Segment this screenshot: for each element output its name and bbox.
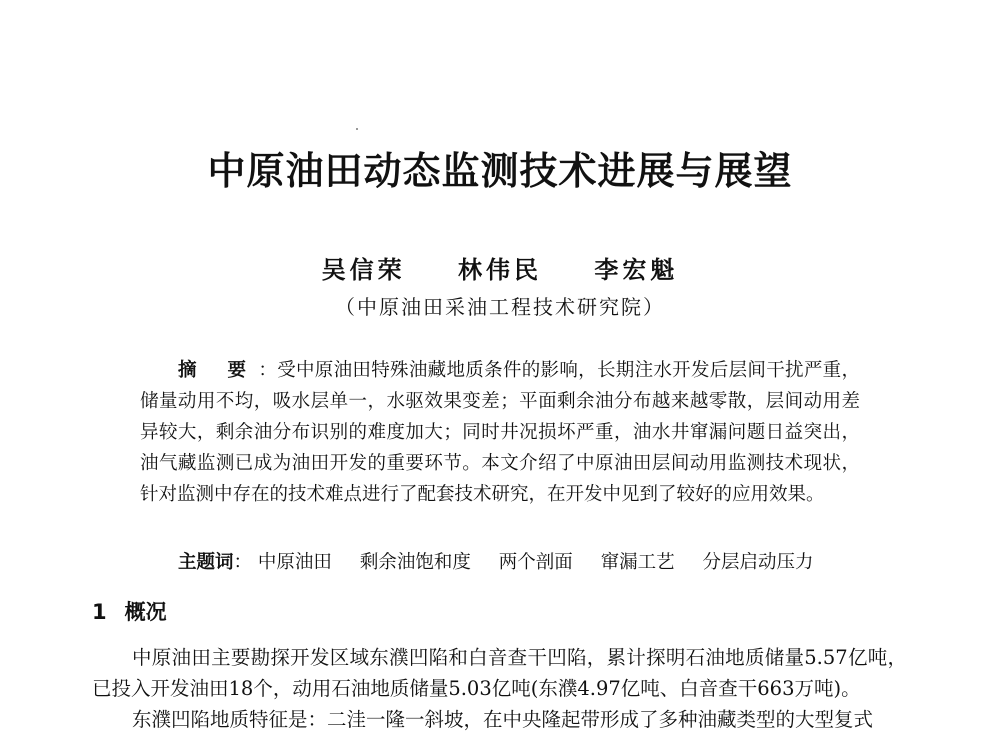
author-affiliation: （中原油田采油工程技术研究院） (335, 295, 665, 319)
author-list (0, 250, 1000, 285)
abstract-label: 摘 要 (178, 360, 259, 381)
keyword: 两个剖面 (498, 552, 573, 573)
section-body (92, 642, 907, 735)
keyword: 窜漏工艺 (600, 552, 675, 573)
keyword: 分层启动压力 (702, 552, 814, 573)
keywords-label: 主题词 (178, 552, 234, 573)
keywords-separator: ： (233, 552, 253, 573)
scan-speck (356, 128, 358, 130)
keywords (178, 548, 836, 574)
author-name: 李宏魁 (594, 255, 679, 284)
abstract-text: 受中原油田特殊油藏地质条件的影响，长期注水开发后层间干扰严重，储量动用不均，吸水层单一，水驱效果变差；平面剩余油分布越来越零散，层间动用差异较大，剩余油分布识别的难度加大；同时井况损坏严重，油水井窜漏问题日益突出，油气藏监测已成为油田开发的重要环节。本文介绍了中原油田层间动用监测技术现状，针对监测中存在的技术难点进行了配套技术研究，在开发中见到了较好的应用效果。 (140, 360, 860, 505)
body-paragraph: 东濮凹陷地质特征是：二洼一隆一斜坡，在中央隆起带形成了多种油藏类型的大型复式 (132, 708, 874, 731)
keyword: 中原油田 (257, 552, 332, 573)
abstract (140, 355, 860, 510)
author-name: 林伟民 (458, 255, 542, 284)
author-name: 吴信荣 (321, 255, 406, 284)
abstract-separator: ： (258, 360, 278, 381)
keyword: 剩余油饱和度 (359, 552, 471, 573)
section-number: 1 (92, 600, 107, 624)
body-paragraph: 中原油田主要勘探开发区域东濮凹陷和白音查干凹陷，累计探明石油地质储量5.57亿吨，已投入开发油田18个，动用石油地质储量5.03亿吨(东濮4.97亿吨、白音查干663万吨)。 (92, 646, 907, 700)
section-title: 概况 (124, 600, 167, 624)
paper-title: 中原油田动态监测技术进展与展望 (207, 149, 793, 193)
section-heading (92, 596, 167, 626)
